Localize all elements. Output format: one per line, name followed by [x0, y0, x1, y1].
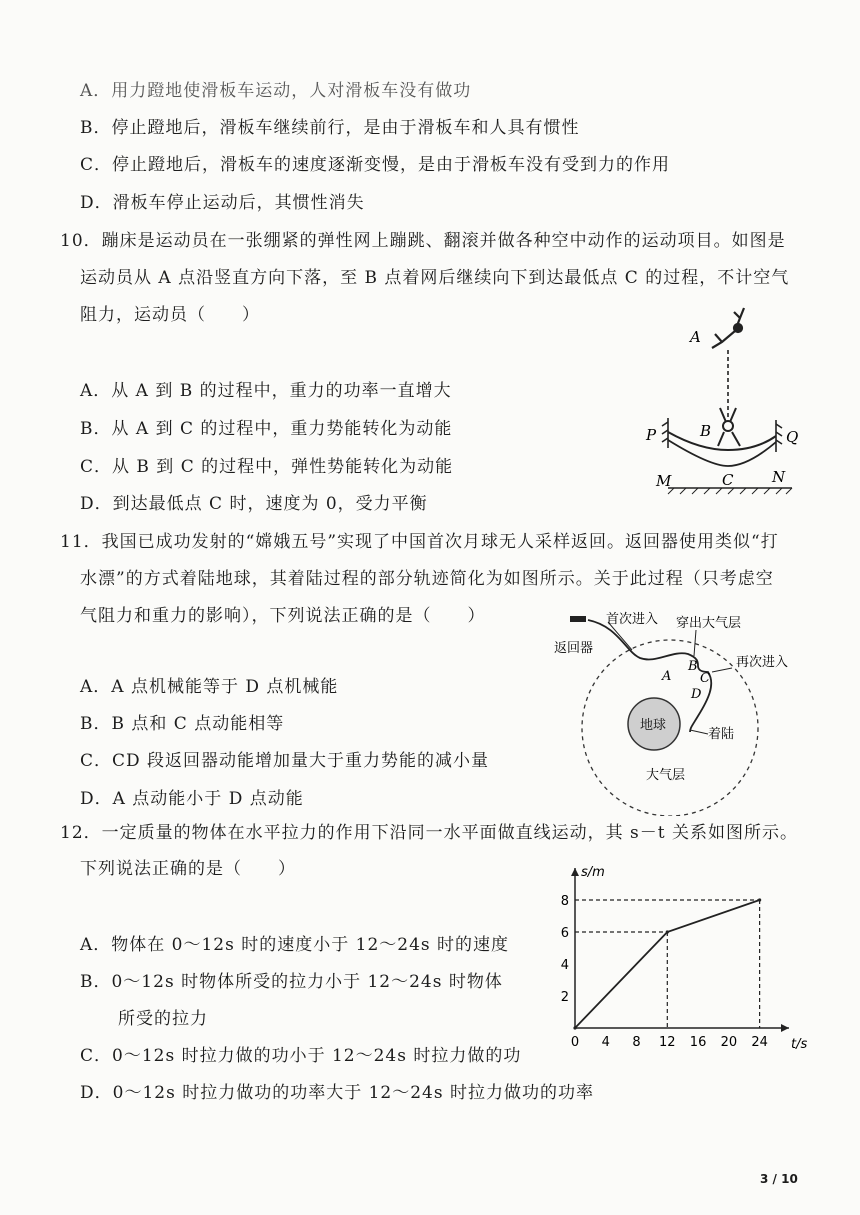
- q9-option-b: B．停止蹬地后，滑板车继续前行，是由于滑板车和人具有惯性: [80, 118, 580, 138]
- series-point: [666, 930, 669, 933]
- q10-option-b: B．从 A 到 C 的过程中，重力势能转化为动能: [80, 419, 453, 439]
- trampoline-figure: [640, 290, 810, 500]
- q11-stem-line3: 气阻力和重力的影响），下列说法正确的是（ ）: [80, 606, 486, 626]
- label-q: Q: [786, 428, 799, 446]
- q12-option-c: C．0～12s 时拉力做的功小于 12～24s 时拉力做的功: [80, 1046, 522, 1066]
- st-chart: [545, 862, 815, 1072]
- q11-option-d: D．A 点动能小于 D 点动能: [80, 789, 304, 809]
- x-axis-label: t/s: [791, 1037, 808, 1052]
- series-point: [573, 1026, 576, 1029]
- y-tick-label: 6: [560, 926, 569, 941]
- capsule-icon: [570, 616, 586, 622]
- label-m: M: [656, 472, 672, 490]
- q10-option-c: C．从 B 到 C 的过程中，弹性势能转化为动能: [80, 457, 454, 477]
- q12-stem-line1: 12．一定质量的物体在水平拉力的作用下沿同一水平面做直线运动，其 s－t 关系如图所示。: [60, 823, 798, 843]
- reentry-label: 再次进入: [736, 655, 789, 670]
- q12-option-b-line2: 所受的拉力: [118, 1009, 208, 1029]
- post-q: [776, 420, 782, 452]
- q9-option-d: D．滑板车停止运动后，其惯性消失: [80, 193, 365, 213]
- label-b: B: [700, 422, 712, 440]
- x-tick-label: 4: [601, 1035, 610, 1050]
- q12-option-d: D．0～12s 时拉力做功的功率大于 12～24s 时拉力做功的功率: [80, 1083, 594, 1103]
- q12-stem-line2: 下列说法正确的是（ ）: [80, 859, 296, 879]
- athlete-bottom-icon: [718, 408, 740, 446]
- q11-option-a: A．A 点机械能等于 D 点机械能: [80, 677, 339, 697]
- x-axis-arrow: [781, 1024, 789, 1032]
- y-tick-label: 4: [560, 958, 569, 973]
- point-d-label: D: [691, 687, 702, 702]
- q11-option-b: B．B 点和 C 点动能相等: [80, 714, 285, 734]
- landing-label: 着陆: [708, 727, 735, 742]
- exit-atmosphere-label: 穿出大气层: [676, 616, 742, 631]
- q9-option-a: A．用力蹬地使滑板车运动，人对滑板车没有做功: [80, 81, 472, 101]
- y-axis-label: s/m: [581, 865, 605, 880]
- label-c: C: [722, 471, 734, 489]
- x-tick-label: 0: [570, 1035, 580, 1050]
- page-number: 3 / 10: [760, 1172, 798, 1186]
- point-c-label: C: [700, 671, 710, 686]
- first-entry-label: 首次进入: [606, 612, 659, 627]
- q11-option-c: C．CD 段返回器动能增加量大于重力势能的减小量: [80, 751, 490, 771]
- reentry-figure: [548, 606, 808, 816]
- x-tick-label: 12: [659, 1035, 676, 1050]
- series-point: [758, 898, 761, 901]
- y-tick-label: 2: [560, 990, 569, 1005]
- q10-stem-line3: 阻力，运动员（ ）: [80, 305, 260, 325]
- label-a: A: [690, 328, 701, 346]
- q9-option-c: C．停止蹬地后，滑板车的速度逐渐变慢，是由于滑板车没有受到力的作用: [80, 155, 671, 175]
- point-b-label: B: [688, 659, 698, 674]
- capsule-label: 返回器: [554, 641, 594, 656]
- earth-label: 地球: [640, 718, 667, 733]
- atmosphere-label: 大气层: [646, 768, 686, 783]
- q12-option-b-line1: B．0～12s 时物体所受的拉力小于 12～24s 时物体: [80, 972, 503, 992]
- post-p: [662, 418, 668, 448]
- x-tick-label: 24: [751, 1035, 768, 1050]
- x-tick-label: 20: [720, 1035, 738, 1050]
- athlete-top-icon: [712, 308, 744, 348]
- label-p: P: [646, 426, 657, 444]
- q10-option-a: A．从 A 到 B 的过程中，重力的功率一直增大: [80, 381, 452, 401]
- y-axis-arrow: [571, 868, 579, 876]
- x-tick-label: 8: [632, 1035, 641, 1050]
- q11-stem-line1: 11．我国已成功发射的“嫦娥五号”实现了中国首次月球无人采样返回。返回器使用类似“打: [60, 532, 779, 552]
- q11-stem-line2: 水漂”的方式着陆地球，其着陆过程的部分轨迹简化为如图所示。关于此过程（只考虑空: [80, 569, 774, 589]
- y-tick-label: 8: [560, 894, 569, 909]
- q10-stem-line2: 运动员从 A 点沿竖直方向下落，至 B 点着网后继续向下到达最低点 C 的过程，不计空气: [80, 268, 790, 288]
- label-n: N: [772, 468, 786, 486]
- q10-stem-line1: 10．蹦床是运动员在一张绷紧的弹性网上蹦跳、翻滚并做各种空中动作的运动项目。如图是: [60, 231, 786, 251]
- point-a-label: A: [662, 669, 672, 684]
- q12-option-a: A．物体在 0～12s 时的速度小于 12～24s 时的速度: [80, 935, 510, 955]
- q10-option-d: D．到达最低点 C 时，速度为 0，受力平衡: [80, 494, 428, 514]
- x-tick-label: 16: [689, 1035, 707, 1050]
